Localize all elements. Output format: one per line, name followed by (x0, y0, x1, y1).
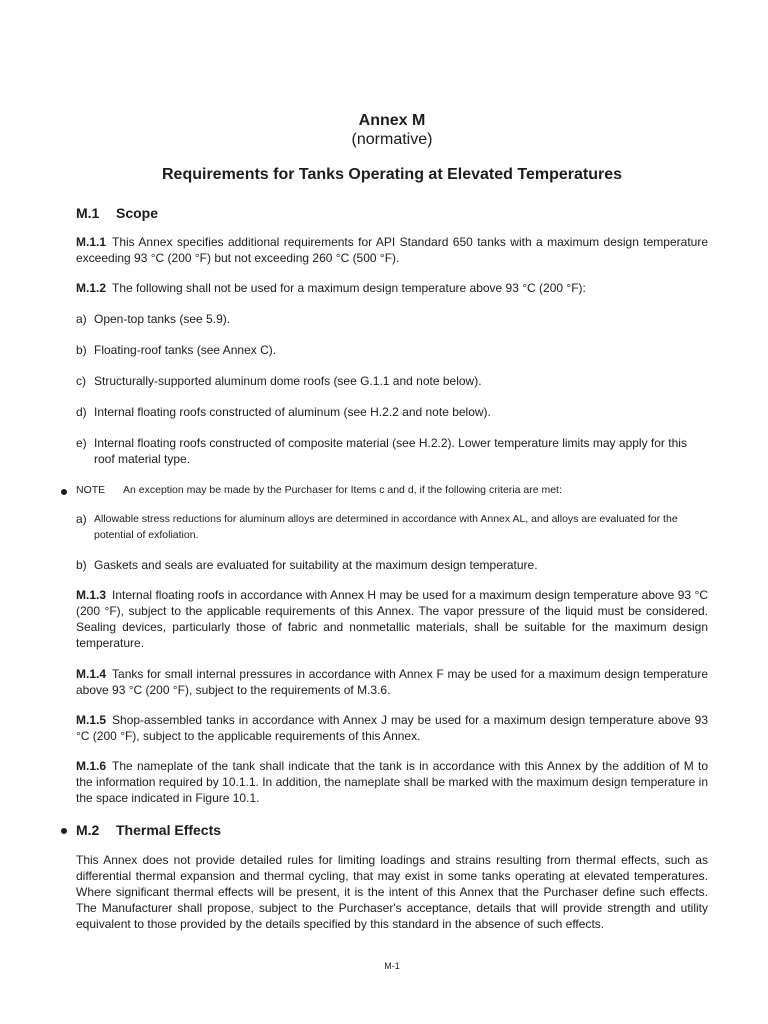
section-heading-m2 (76, 821, 221, 839)
paragraph-text: The following shall not be used for a maximum design temperature above 93 °C (200 °F): (112, 281, 586, 295)
change-bullet-icon (61, 828, 67, 834)
list-text: Structurally-supported aluminum dome roofs (see G.1.1 and note below). (94, 374, 482, 388)
list-item-e (76, 435, 708, 467)
list-label: a) (76, 312, 87, 326)
note-item-a (76, 511, 708, 543)
section-title: Scope (116, 205, 159, 221)
paragraph-m1-4 (76, 666, 708, 698)
annex-title: Annex M (358, 112, 426, 129)
paragraph-number: M.1.1 (76, 235, 107, 249)
list-item-b (76, 342, 708, 358)
note (76, 482, 708, 498)
paragraph-number: M.1.5 (76, 713, 107, 727)
list-text: Gaskets and seals are evaluated for suitability at the maximum design temperature. (94, 558, 538, 572)
paragraph-number: M.1.2 (76, 281, 107, 295)
list-label: c) (76, 374, 86, 388)
paragraph-m2 (76, 852, 708, 932)
paragraph-m1-5 (76, 712, 708, 744)
list-item-d (76, 404, 708, 420)
annex-subtitle: (normative) (351, 131, 433, 148)
list-label: b) (76, 558, 87, 572)
paragraph-text: The nameplate of the tank shall indicate that the tank is in accordance with this Annex by the addition of M to the information required by 10.1.1. In addition, the nameplate shall be marked with the maximum design temperature in the space indicated in Figure 10.1. (76, 759, 708, 805)
section-heading-m1 (76, 204, 158, 222)
paragraph-m1-6 (76, 758, 708, 806)
section-title: Thermal Effects (116, 822, 222, 838)
paragraph-text: Internal floating roofs in accordance with Annex H may be used for a maximum design temperature above 93 °C (200 °F), subject to the applicable requirements of this Annex. The vapor pressure of the liquid must be considered. Sealing devices, particularly those of fabric and nonmetallic materials, shall be suitable for the maximum design temperature. (76, 588, 708, 650)
list-text: Internal floating roofs constructed of composite material (see H.2.2). Lower temperature limits may apply for this roof material type. (94, 436, 687, 466)
paragraph-text: Tanks for small internal pressures in accordance with Annex F may be used for a maximum design temperature above 93 °C (200 °F), subject to the requirements of M.3.6. (76, 667, 708, 697)
list-item-a (76, 311, 708, 327)
list-text: Floating-roof tanks (see Annex C). (94, 343, 277, 357)
note-text: An exception may be made by the Purchaser for Items c and d, if the following criteria are met: (123, 484, 562, 496)
paragraph-m1-1 (76, 234, 708, 266)
paragraph-number: M.1.3 (76, 588, 107, 602)
paragraph-number: M.1.4 (76, 667, 107, 681)
note-item-b (76, 557, 708, 573)
list-text: Internal floating roofs constructed of aluminum (see H.2.2 and note below). (94, 405, 491, 419)
paragraph-text: This Annex specifies additional requirements for API Standard 650 tanks with a maximum design temperature exceeding 93 °C (200 °F) but not exceeding 260 °C (500 °F). (76, 235, 708, 265)
change-bullet-icon (61, 489, 67, 495)
page-number: M-1 (384, 961, 400, 971)
paragraph-text: This Annex does not provide detailed rules for limiting loadings and strains resulting from thermal effects, such as differential thermal expansion and thermal cycling, that may exist in some tanks operating at elevated temperatures. Where significant thermal effects will be present, it is the intent of this Annex that the Purchaser define such effects. The Manufacturer shall propose, subject to the Purchaser's acceptance, details that will provide strength and utility equivalent to those provided by the details specified by this standard in the absence of such effects. (76, 853, 708, 931)
list-label: d) (76, 405, 87, 419)
section-number: M.2 (76, 822, 100, 838)
list-label: b) (76, 343, 87, 357)
paragraph-m1-3 (76, 587, 708, 651)
list-label: e) (76, 436, 87, 450)
note-label: NOTE (76, 484, 106, 496)
section-number: M.1 (76, 205, 100, 221)
main-title: Requirements for Tanks Operating at Elevated Temperatures (162, 166, 622, 183)
list-item-c (76, 373, 708, 389)
list-text: Allowable stress reductions for aluminum alloys are determined in accordance with Annex AL, and alloys are evaluated for the potential of exfoliation. (94, 513, 678, 541)
paragraph-text: Shop-assembled tanks in accordance with Annex J may be used for a maximum design temperature above 93 °C (200 °F), subject to the applicable requirements of this Annex. (76, 713, 708, 743)
paragraph-number: M.1.6 (76, 759, 107, 773)
list-label: a) (76, 512, 87, 526)
paragraph-m1-2 (76, 280, 708, 296)
list-text: Open-top tanks (see 5.9). (94, 312, 231, 326)
